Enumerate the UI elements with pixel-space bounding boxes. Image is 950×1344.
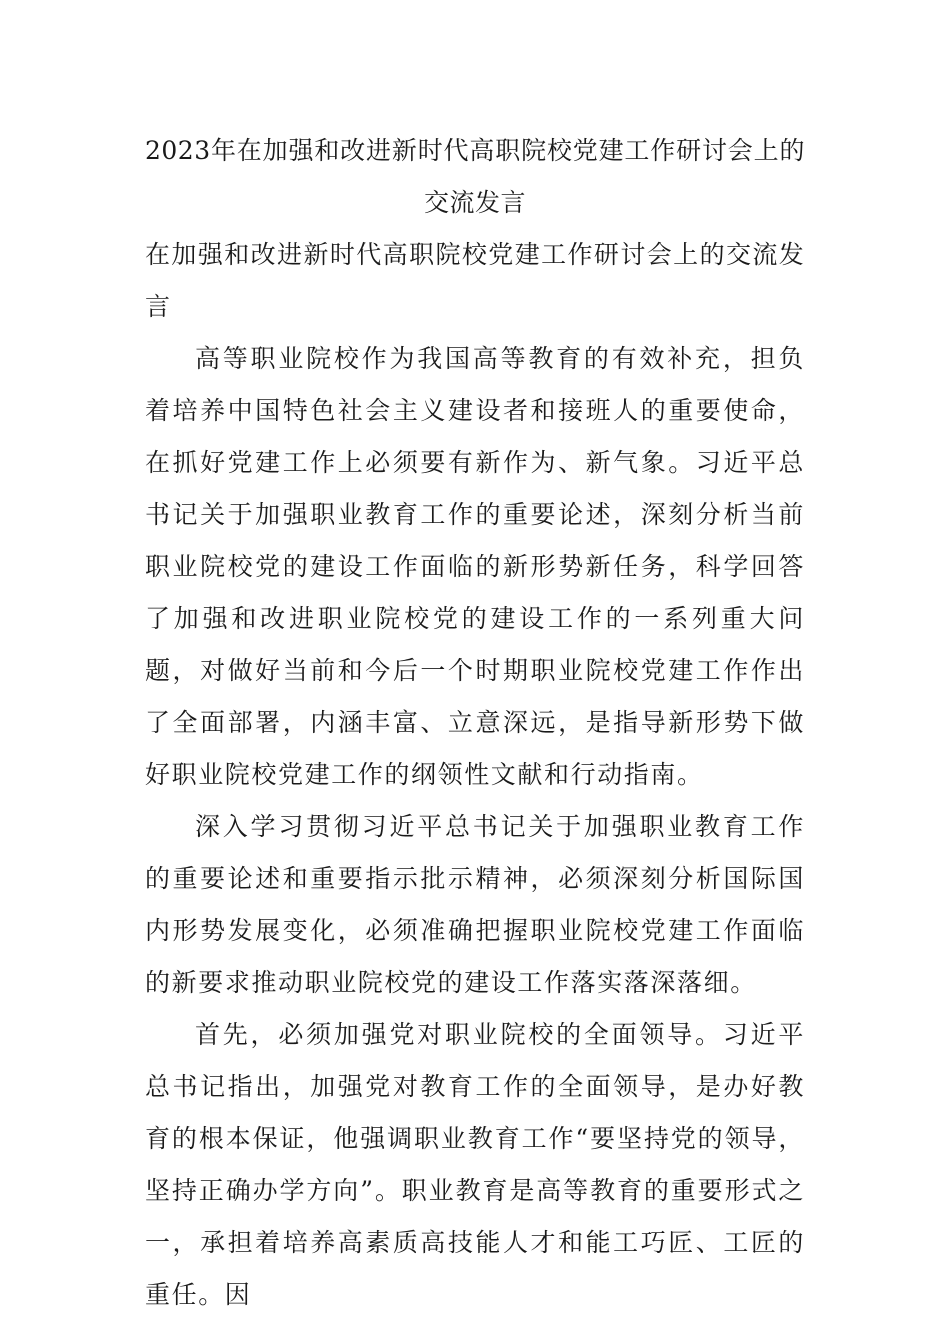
paragraph-1: 高等职业院校作为我国高等教育的有效补充，担负着培养中国特色社会主义建设者和接班人的重要使命，在抓好党建工作上必须要有新作为、新气象。习近平总书记关于加强职业教育工作的重要论述，深刻分析当前职业院校党的建设工作面临的新形势新任务，科学回答了加强和改进职业院校党的建设工作的一系列重大问题，对做好当前和今后一个时期职业院校党建工作作出了全面部署，内涵丰富、立意深远，是指导新形势下做好职业院校党建工作的纲领性文献和行动指南。: [145, 344, 805, 789]
paragraph-2: 深入学习贯彻习近平总书记关于加强职业教育工作的重要论述和重要指示批示精神，必须深刻分析国际国内形势发展变化，必须准确把握职业院校党建工作面临的新要求推动职业院校党的建设工作落实落深落细。: [145, 812, 805, 997]
paragraph-3: 首先，必须加强党对职业院校的全面领导。习近平总书记指出，加强党对教育工作的全面领导，是办好教育的根本保证，他强调职业教育工作“要坚持党的领导，坚持正确办学方向”。职业教育是高等教育的重要形式之一，承担着培养高素质高技能人才和能工巧匠、工匠的重任。因: [145, 1020, 805, 1309]
document-subtitle: 在加强和改进新时代高职院校党建工作研讨会上的交流发言: [145, 240, 805, 321]
document-title: 2023年在加强和改进新时代高职院校党建工作研讨会上的交流发言: [145, 136, 805, 217]
document-page: [145, 125, 805, 1321]
